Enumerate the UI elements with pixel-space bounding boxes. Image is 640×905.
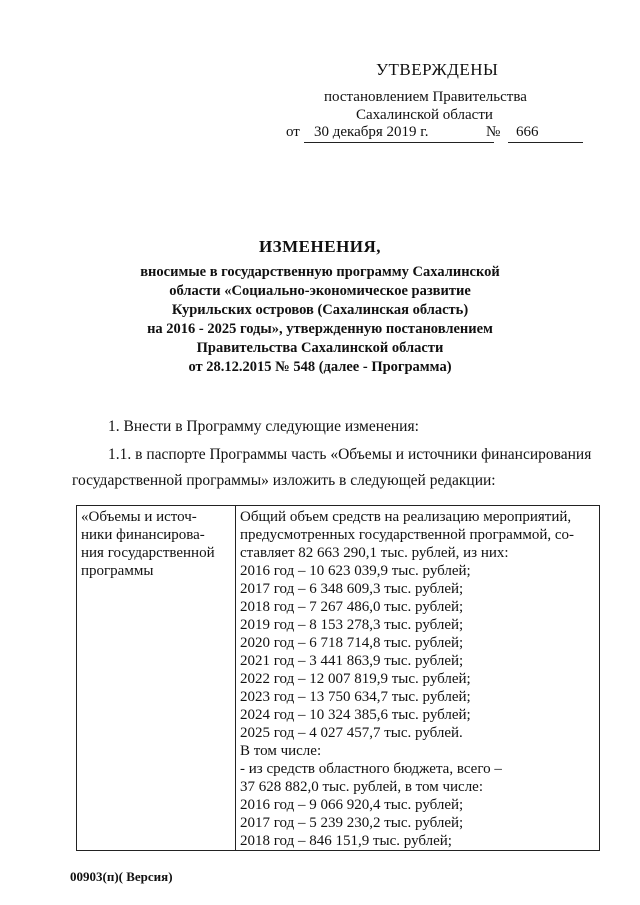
- funding-line: 2017 год – 6 348 609,3 тыс. рублей;: [240, 581, 464, 597]
- funding-line: предусмотренных государственной программой, со-: [240, 527, 575, 543]
- title-line: Курильских островов (Сахалинская область): [171, 302, 469, 318]
- number-label: №: [486, 124, 501, 140]
- decree-line-2: Сахалинской области: [356, 107, 493, 123]
- paragraph-2-line-1: 1.1. в паспорте Программы часть «Объемы и источники финансирования: [108, 446, 592, 463]
- document-title: ИЗМЕНЕНИЯ,: [258, 237, 382, 256]
- funding-line: 2020 год – 6 718 714,8 тыс. рублей;: [240, 635, 464, 651]
- approved-label: УТВЕРЖДЕНЫ: [376, 60, 499, 79]
- label-line: «Объемы и источ-: [81, 509, 197, 525]
- table-row: [77, 506, 600, 851]
- funding-line: В том числе:: [240, 743, 322, 759]
- funding-line: 2018 год – 7 267 486,0 тыс. рублей;: [240, 599, 464, 615]
- funding-line: 2016 год – 10 623 039,9 тыс. рублей;: [240, 563, 471, 579]
- funding-line: ставляет 82 663 290,1 тыс. рублей, из них:: [240, 545, 509, 561]
- funding-line: 2023 год – 13 750 634,7 тыс. рублей;: [240, 689, 471, 705]
- decree-date-line: [286, 124, 586, 146]
- paragraph-2-line-2: государственной программы» изложить в следующей редакции:: [72, 472, 496, 489]
- funding-line: 2016 год – 9 066 920,4 тыс. рублей;: [240, 797, 464, 813]
- decree-date: 30 декабря 2019 г.: [304, 124, 494, 143]
- decree-line-1: постановлением Правительства: [324, 89, 527, 105]
- funding-line: 2021 год – 3 441 863,9 тыс. рублей;: [240, 653, 464, 669]
- decree-number: 666: [508, 124, 583, 143]
- from-label: от: [286, 124, 300, 140]
- funding-line: 2017 год – 5 239 230,2 тыс. рублей;: [240, 815, 464, 831]
- funding-line: - из средств областного бюджета, всего –: [240, 761, 502, 777]
- funding-line: 2022 год – 12 007 819,9 тыс. рублей;: [240, 671, 471, 687]
- paragraph-1: 1. Внести в Программу следующие изменения:: [108, 418, 419, 435]
- funding-line: 2025 год – 4 027 457,7 тыс. рублей.: [240, 725, 463, 741]
- passport-table: [76, 505, 600, 851]
- funding-line: 2019 год – 8 153 278,3 тыс. рублей;: [240, 617, 464, 633]
- funding-values-cell: [236, 506, 600, 851]
- funding-label-cell: [77, 506, 236, 851]
- funding-line: 2024 год – 10 324 385,6 тыс. рублей;: [240, 707, 471, 723]
- funding-line: 37 628 882,0 тыс. рублей, в том числе:: [240, 779, 484, 795]
- funding-line: Общий объем средств на реализацию мероприятий,: [240, 509, 572, 525]
- document-code: 00903(п)( Версия): [70, 869, 173, 884]
- label-line: ники финансирова-: [81, 527, 205, 543]
- title-line: Правительства Сахалинской области: [196, 340, 444, 356]
- title-line: на 2016 - 2025 годы», утвержденную постановлением: [147, 321, 493, 337]
- label-line: ния государственной: [81, 545, 215, 561]
- title-line: от 28.12.2015 № 548 (далее - Программа): [188, 359, 452, 375]
- title-line: вносимые в государственную программу Сахалинской: [140, 264, 500, 280]
- title-line: области «Социально-экономическое развитие: [169, 283, 471, 299]
- label-line: программы: [81, 563, 154, 579]
- funding-line: 2018 год – 846 151,9 тыс. рублей;: [240, 833, 452, 849]
